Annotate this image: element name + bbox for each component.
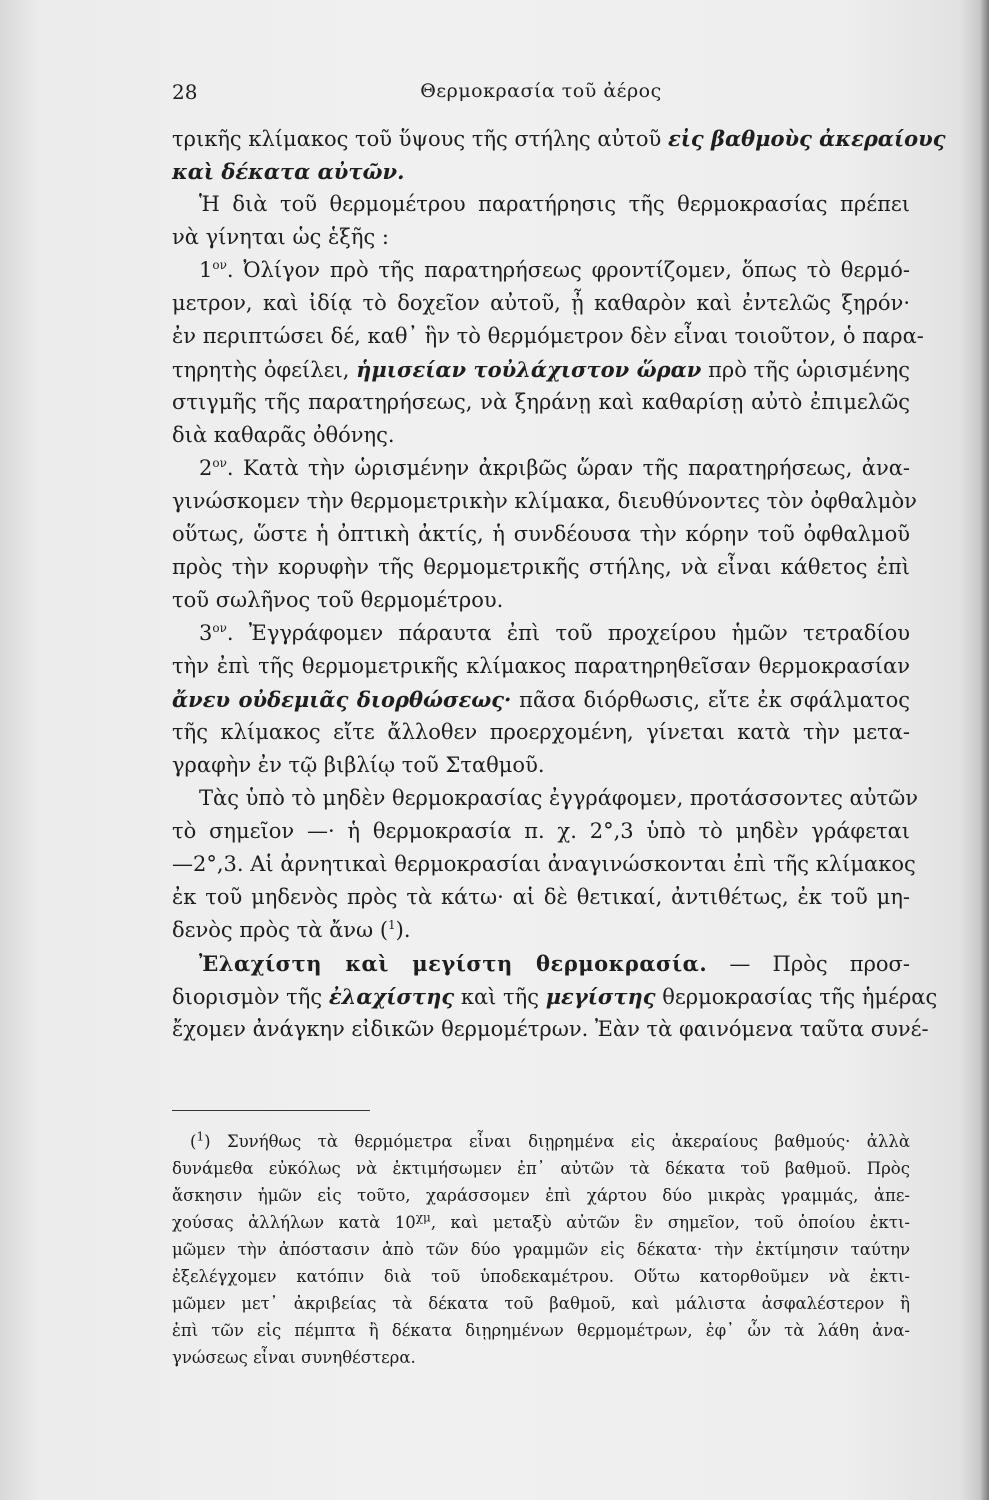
- text-line: —2°,3. Αἱ ἀρνητικαὶ θερμοκρασίαι ἀναγινώσκονται ἐπὶ τῆς κλίμακος: [172, 852, 916, 876]
- text-line: ἐν περιπτώσει δέ, καθ᾽ ἣν τὸ θερμόμετρον δὲν εἶναι τοιοῦτον, ὁ παρα-: [172, 324, 924, 348]
- footnote-line: μῶμεν μετ᾽ ἀκριβείας τὰ δέκατα τοῦ βαθμοῦ, καὶ μάλιστα ἀσφαλέστερον ἢ: [172, 1294, 910, 1313]
- text-line: διορισμὸν τῆς ἐλαχίστης καὶ τῆς μεγίστης θερμοκρασίας τῆς ἡμέρας: [172, 984, 938, 1009]
- text-line: ἐκ τοῦ μηδενὸς πρὸς τὰ κάτω· αἱ δὲ θετικαί, ἀντιθέτως, ἐκ τοῦ μη-: [172, 885, 910, 909]
- text-line: ἔχομεν ἀνάγκην εἰδικῶν θερμομέτρων. Ἐὰν τὰ φαινόμενα ταῦτα συνέ-: [172, 1017, 929, 1041]
- text-line: Ἡ διὰ τοῦ θερμομέτρου παρατήρησις τῆς θερμοκρασίας πρέπει: [199, 192, 910, 216]
- text-line: γραφὴν ἐν τῷ βιβλίῳ τοῦ Σταθμοῦ.: [172, 753, 545, 777]
- footnote-line: δυνάμεθα εὐκόλως νὰ ἐκτιμήσωμεν ἐπ᾽ αὐτῶν τὰ δέκατα τοῦ βαθμοῦ. Πρὸς: [172, 1159, 910, 1178]
- footnote-line: ἐξελέγχομεν κατόπιν διὰ τοῦ ὑποδεκαμέτρου. Οὕτω κατορθοῦμεν νὰ ἐκτι-: [172, 1267, 910, 1286]
- body-text: [172, 122, 946, 1046]
- emphasis: ἐλαχίστης: [328, 984, 455, 1009]
- emphasis: ἄνευ οὐδεμιᾶς διορθώσεως·: [172, 687, 512, 712]
- text-line: $2^{o\nu}$. Κατὰ τὴν ὡρισμένην ἀκριβῶς ὥραν τῆς παρατηρήσεως, ἀνα-: [199, 456, 910, 480]
- text-line: τῆς κλίμακος εἴτε ἄλλοθεν προερχομένη, γίνεται κατὰ τὴν μετα-: [172, 720, 910, 744]
- running-title: Θερμοκρασία τοῦ ἀέρος: [420, 80, 662, 102]
- footnote-line: ἄσκησιν ἡμῶν εἰς τοῦτο, χαράσσομεν ἐπὶ χάρτου δύο μικρὰς γραμμάς, ἀπε-: [172, 1186, 910, 1205]
- text-line: τὴν ἐπὶ τῆς θερμομετρικῆς κλίμακος παρατηρηθεῖσαν θερμοκρασίαν: [172, 654, 910, 678]
- text-line: τὸ σημεῖον —· ἡ θερμοκρασία π. χ. 2°,3 ὑπὸ τὸ μηδὲν γράφεται: [172, 819, 910, 843]
- footnote-line: μῶμεν τὴν ἀπόστασιν ἀπὸ τῶν δύο γραμμῶν εἰς δέκατα· τὴν ἐκτίμησιν ταύτην: [172, 1240, 910, 1259]
- text-line: νὰ γίνηται ὡς ἑξῆς :: [172, 225, 389, 249]
- text-line: πρὸς τὴν κορυφὴν τῆς θερμομετρικῆς στήλης, νὰ εἶναι κάθετος ἐπὶ: [172, 555, 910, 579]
- emphasis: εἰς βαθμοὺς ἀκεραίους: [667, 126, 946, 151]
- text-line: $3^{o\nu}$. Ἐγγράφομεν πάραυτα ἐπὶ τοῦ προχείρου ἡμῶν τετραδίου: [199, 621, 910, 645]
- text-line: δενὸς πρὸς τὰ ἄνω ($^1$).: [172, 918, 411, 942]
- section-heading: Ἐλαχίστη καὶ μεγίστη θερμοκρασία.: [199, 951, 708, 976]
- text-line: οὕτως, ὥστε ἡ ὀπτικὴ ἀκτίς, ἡ συνδέουσα τὴν κόρην τοῦ ὀφθαλμοῦ: [172, 522, 910, 546]
- emphasis: ἡμισείαν τοὐλάχιστον ὥραν: [356, 357, 702, 382]
- page-number: 28: [172, 80, 198, 104]
- page-edge-shadow: [979, 0, 989, 1500]
- footnote-line: ($^1$) Συνήθως τὰ θερμόμετρα εἶναι διῃρημένα εἰς ἀκεραίους βαθμούς· ἀλλὰ: [190, 1129, 910, 1151]
- footnote-mark: ($^1$): [190, 1129, 211, 1151]
- text-line: στιγμῆς τῆς παρατηρήσεως, νὰ ξηράνῃ καὶ καθαρίσῃ αὐτὸ ἐπιμελῶς: [172, 390, 910, 414]
- emphasis: μεγίστης: [545, 984, 656, 1009]
- footnote-line: ἐπὶ τῶν εἰς πέμπτα ἢ δέκατα διῃρημένων θερμομέτρων, ἐφ᾽ ὧν τὰ λάθη ἀνα-: [172, 1321, 910, 1340]
- text-line: Τὰς ὑπὸ τὸ μηδὲν θερμοκρασίας ἐγγράφομεν, προτάσσοντες αὐτῶν: [199, 786, 918, 810]
- text-line: τρικῆς κλίμακος τοῦ ὕψους τῆς στήλης αὐτοῦ εἰς βαθμοὺς ἀκεραίους: [172, 126, 946, 151]
- footnote-rule: [172, 1110, 370, 1111]
- footnote: [172, 1128, 910, 1371]
- section-heading-line: Ἐλαχίστη καὶ μεγίστη θερμοκρασία. — Πρὸς προσ-: [199, 951, 910, 976]
- footnote-line: γνώσεως εἶναι συνηθέστερα.: [172, 1348, 416, 1367]
- text-line: μετρον, καὶ ἰδίᾳ τὸ δοχεῖον αὐτοῦ, ᾖ καθαρὸν καὶ ἐντελῶς ξηρόν·: [172, 291, 910, 315]
- text-line: ἄνευ οὐδεμιᾶς διορθώσεως· πᾶσα διόρθωσις, εἴτε ἐκ σφάλματος: [172, 687, 910, 712]
- page-header: [172, 80, 910, 110]
- text-line: $1^{o\nu}$. Ὀλίγον πρὸ τῆς παρατηρήσεως φροντίζομεν, ὅπως τὸ θερμό-: [199, 258, 910, 282]
- text-line: διὰ καθαρᾶς ὀθόνης.: [172, 423, 395, 447]
- footnote-line: χούσας ἀλλήλων κατὰ $10^{\chi\mu}$, καὶ μεταξὺ αὐτῶν ἓν σημεῖον, τοῦ ὁποίου ἐκτι-: [172, 1210, 911, 1232]
- text-line: τοῦ σωλῆνος τοῦ θερμομέτρου.: [172, 588, 504, 612]
- text-line: γινώσκομεν τὴν θερμομετρικὴν κλίμακα, διευθύνοντες τὸν ὀφθαλμὸν: [172, 489, 917, 513]
- text-line: τηρητὴς ὀφείλει, ἡμισείαν τοὐλάχιστον ὥραν πρὸ τῆς ὡρισμένης: [172, 357, 910, 382]
- text-line: καὶ δέκατα αὐτῶν.: [172, 159, 405, 184]
